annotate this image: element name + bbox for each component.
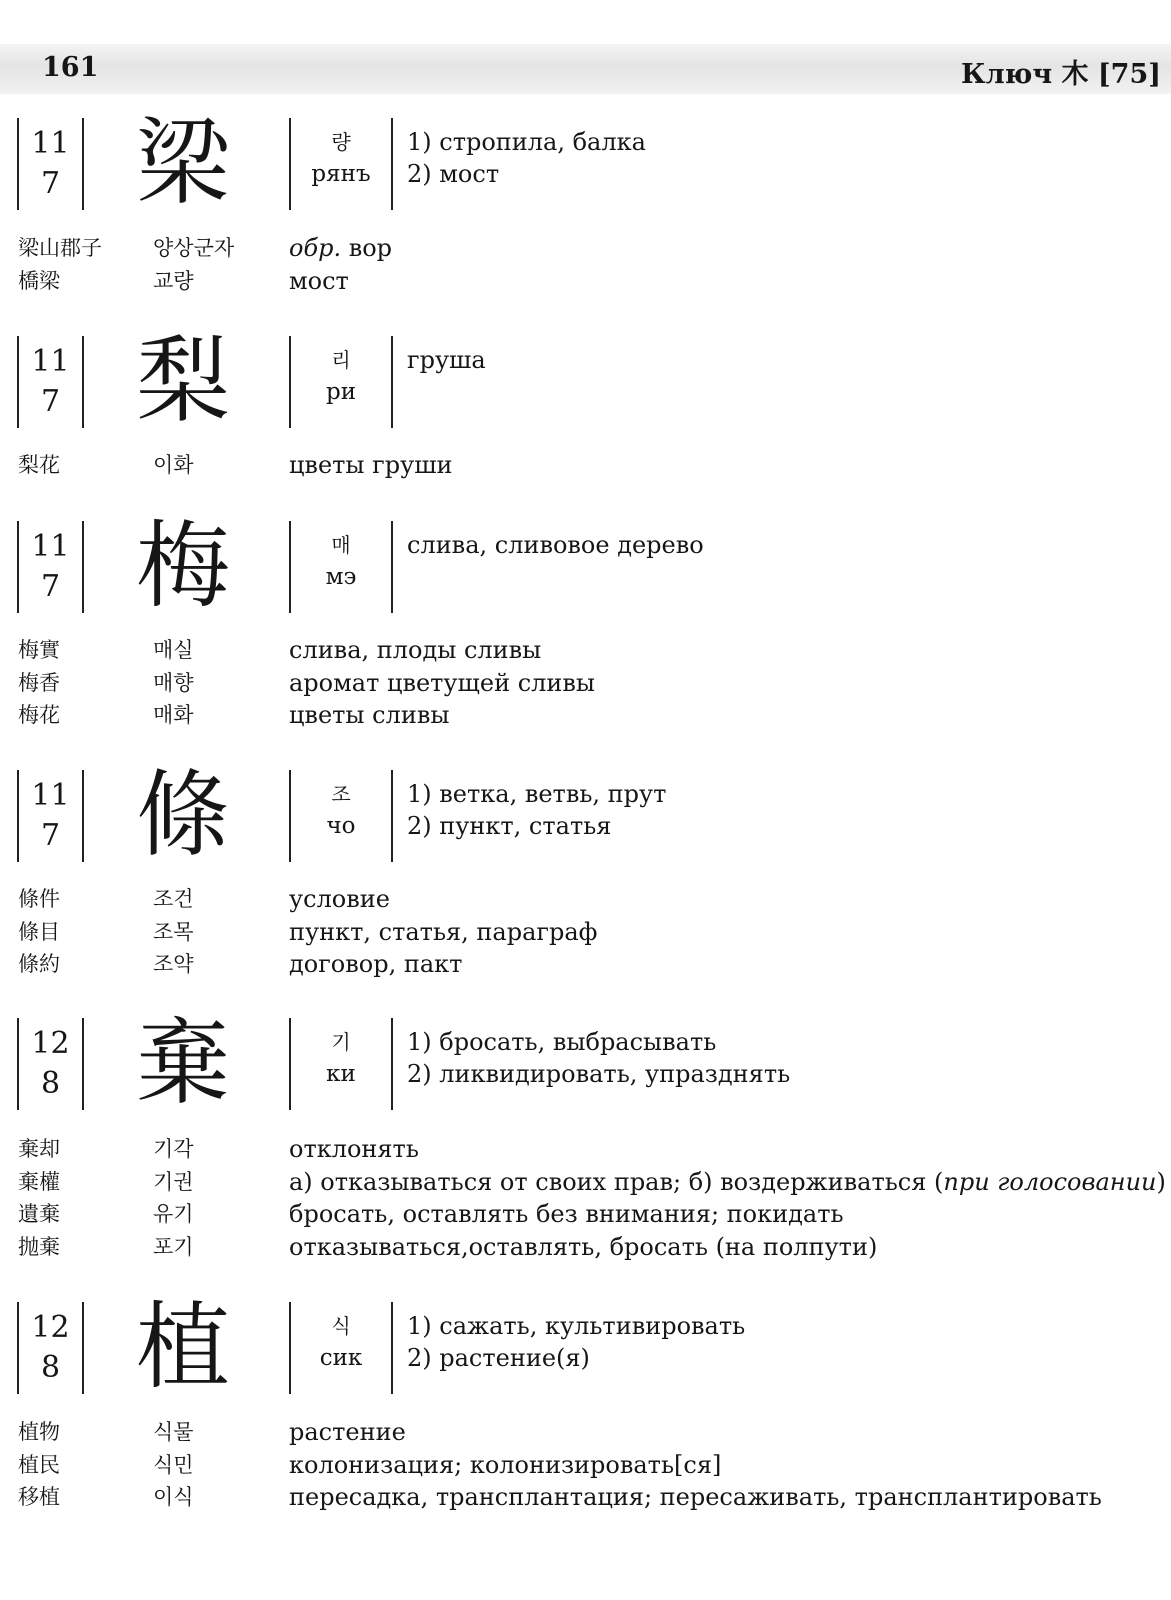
compound-hangul: 교량 (153, 268, 194, 293)
compound-translation (289, 634, 541, 666)
compound-row (0, 232, 1171, 265)
compound-row (0, 1231, 1171, 1264)
reading-box (289, 1018, 393, 1110)
stroke-count-box (17, 336, 84, 428)
translation-text: слива, плоды сливы (289, 636, 542, 664)
compound-translation (289, 265, 349, 297)
compound-translation (289, 1166, 1166, 1198)
reading-hangul: 량 (331, 130, 351, 154)
meaning-line: 2) растение(я) (407, 1344, 590, 1372)
meaning-line: 1) сажать, культивировать (407, 1312, 746, 1340)
translation-text: колонизация; колонизировать[ся] (289, 1450, 722, 1479)
stroke-total: 11 (31, 778, 70, 813)
reading-box (289, 118, 393, 210)
compound-hanja: 遺棄 (18, 1202, 60, 1227)
compound-row (0, 1481, 1171, 1514)
compound-list (0, 1416, 1171, 1514)
compound-hangul: 조약 (153, 952, 194, 977)
compound-row (0, 1416, 1171, 1449)
translation-text: условие (289, 885, 390, 913)
compound-hanja: 梨花 (18, 453, 60, 477)
meanings (407, 778, 666, 842)
compound-translation (289, 1133, 419, 1165)
compound-hanja: 棄權 (18, 1169, 60, 1194)
head-character: 梅 (135, 512, 230, 621)
reading-box (289, 521, 393, 613)
compound-translation (289, 1198, 844, 1230)
meaning-line: 2) мост (407, 160, 500, 188)
compound-list (0, 232, 1171, 297)
stroke-count-box (17, 770, 84, 862)
compound-row (0, 1166, 1171, 1199)
stroke-rest: 8 (40, 1066, 61, 1101)
compound-row (0, 1449, 1171, 1482)
meanings (407, 529, 704, 561)
reading-cyrillic: чо (326, 813, 356, 839)
compound-hangul: 매실 (153, 638, 194, 662)
radical-heading: Ключ 木 [75] (961, 59, 1161, 90)
translation-end: ) (1156, 1167, 1166, 1196)
stroke-count-box (17, 118, 84, 210)
compound-row (0, 667, 1171, 700)
compound-translation (289, 449, 453, 481)
reading-hangul: 조 (331, 782, 351, 806)
reading-cyrillic: ки (326, 1061, 356, 1087)
stroke-count-box (17, 1018, 84, 1110)
translation-text: отказываться,оставлять, бросать (на полпути) (289, 1232, 878, 1261)
reading-cyrillic: мэ (325, 564, 357, 590)
compound-hanja: 橋梁 (18, 268, 60, 293)
meaning-line: 2) ликвидировать, упразднять (407, 1060, 791, 1088)
compound-translation (289, 948, 462, 980)
compound-row (0, 634, 1171, 667)
compound-hanja: 條件 (18, 887, 60, 911)
meaning-line: 1) бросать, выбрасывать (407, 1028, 717, 1056)
head-character: 條 (135, 761, 230, 870)
translation-text: договор, пакт (289, 950, 463, 979)
compound-hanja: 移植 (18, 1485, 60, 1510)
translation-text: бросать, оставлять без внимания; покидать (289, 1200, 844, 1229)
compound-hangul: 매화 (153, 703, 194, 728)
reading-hangul: 식 (331, 1314, 351, 1338)
compound-hanja: 條約 (18, 952, 60, 977)
compound-hanja: 梅花 (18, 703, 60, 728)
compound-translation (289, 1231, 877, 1263)
translation-text: отклонять (289, 1135, 419, 1163)
stroke-rest: 7 (40, 384, 61, 419)
compound-list (0, 449, 1171, 482)
compound-hangul: 이식 (153, 1485, 194, 1510)
meaning-line: 1) стропила, балка (407, 128, 646, 156)
compound-hanja: 抛棄 (18, 1234, 60, 1259)
translation-italic: обр. (289, 234, 342, 262)
translation-text: мост (289, 266, 349, 295)
head-character: 植 (135, 1293, 230, 1402)
compound-list (0, 883, 1171, 981)
meaning-line: груша (407, 346, 486, 374)
compound-translation (289, 667, 595, 699)
compound-hangul: 기권 (153, 1169, 194, 1194)
compound-hanja: 梅香 (18, 670, 60, 695)
compound-row (0, 1198, 1171, 1231)
compound-hangul: 유기 (153, 1202, 194, 1227)
stroke-total: 11 (31, 344, 70, 379)
compound-hangul: 식민 (153, 1452, 194, 1477)
meaning-line: слива, сливовое дерево (407, 531, 704, 559)
meanings (407, 344, 486, 376)
reading-box (289, 336, 393, 428)
stroke-total: 11 (31, 529, 70, 564)
stroke-count-box (17, 521, 84, 613)
compound-hanja: 梅實 (18, 638, 60, 662)
compound-row (0, 449, 1171, 482)
compound-list (0, 634, 1171, 732)
translation-text: вор (341, 234, 393, 262)
stroke-rest: 8 (40, 1350, 61, 1385)
stroke-rest: 7 (40, 569, 61, 604)
reading-cyrillic: сик (319, 1345, 363, 1371)
stroke-total: 11 (31, 126, 70, 161)
compound-hanja: 梁山郡子 (18, 236, 102, 260)
stroke-total: 12 (31, 1310, 70, 1345)
head-character: 梁 (135, 109, 230, 218)
compound-hanja: 條目 (18, 919, 60, 944)
compound-list (0, 1133, 1171, 1263)
meanings (407, 1026, 790, 1090)
compound-hangul: 조건 (153, 887, 194, 911)
compound-hangul: 식물 (153, 1420, 194, 1444)
compound-translation (289, 1449, 721, 1481)
compound-translation (289, 699, 449, 731)
page-number: 161 (42, 52, 99, 83)
compound-hangul: 양상군자 (153, 236, 235, 260)
stroke-rest: 7 (40, 818, 61, 853)
compound-hanja: 棄却 (18, 1137, 60, 1161)
head-character: 棄 (135, 1009, 230, 1118)
compound-hangul: 포기 (153, 1234, 194, 1259)
translation-text: растение (289, 1418, 406, 1446)
meaning-line: 2) пункт, статья (407, 812, 612, 840)
translation-text: пункт, статья, параграф (289, 917, 598, 946)
reading-cyrillic: рянъ (311, 161, 371, 187)
reading-cyrillic: ри (325, 379, 357, 405)
reading-hangul: 기 (331, 1030, 351, 1054)
stroke-rest: 7 (40, 166, 61, 201)
translation-italic-note: при голосовании (943, 1167, 1157, 1196)
compound-hangul: 이화 (153, 453, 194, 477)
translation-text: аромат цветущей сливы (289, 668, 595, 697)
compound-row (0, 265, 1171, 298)
meanings (407, 1310, 745, 1374)
meaning-line: 1) ветка, ветвь, прут (407, 780, 667, 808)
compound-translation (289, 883, 390, 915)
head-character: 梨 (135, 327, 230, 436)
compound-hanja: 植民 (18, 1452, 60, 1477)
translation-text: пересадка, трансплантация; пересаживать, трансплантировать (289, 1483, 1102, 1512)
compound-row (0, 699, 1171, 732)
reading-box (289, 1302, 393, 1394)
compound-hangul: 조목 (153, 919, 194, 944)
compound-translation (289, 232, 392, 264)
compound-hangul: 매향 (153, 670, 194, 695)
translation-text: цветы груши (289, 451, 453, 479)
compound-row (0, 948, 1171, 981)
compound-row (0, 916, 1171, 949)
compound-translation (289, 1481, 1102, 1513)
reading-box (289, 770, 393, 862)
translation-text: цветы сливы (289, 701, 450, 730)
translation-text: а) отказываться от своих прав; б) воздерживаться ( (289, 1167, 944, 1196)
compound-translation (289, 1416, 406, 1448)
compound-hangul: 기각 (153, 1137, 194, 1161)
reading-hangul: 리 (331, 348, 351, 372)
compound-translation (289, 916, 597, 948)
compound-row (0, 1133, 1171, 1166)
compound-row (0, 883, 1171, 916)
stroke-count-box (17, 1302, 84, 1394)
compound-hanja: 植物 (18, 1420, 60, 1444)
stroke-total: 12 (31, 1026, 70, 1061)
meanings (407, 126, 646, 190)
reading-hangul: 매 (331, 533, 351, 557)
